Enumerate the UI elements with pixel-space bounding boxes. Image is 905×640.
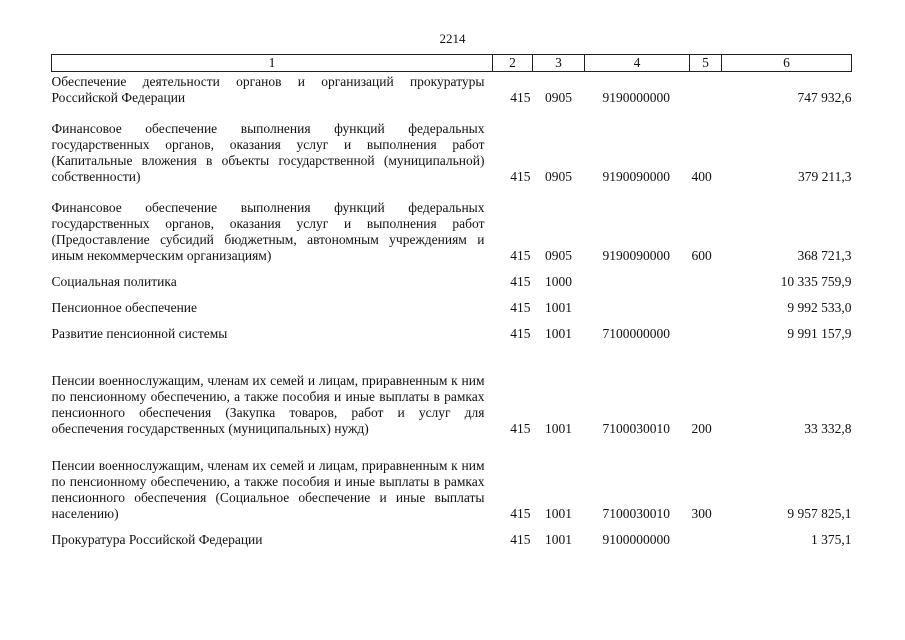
row-admin-code: 415 xyxy=(510,505,531,521)
row-expense-type xyxy=(690,522,722,548)
row-amount: 368 721,3 xyxy=(797,247,852,263)
row-expense-type xyxy=(690,72,722,106)
row-target-code: 7100030010 xyxy=(602,505,670,521)
row-section-code: 1001 xyxy=(545,299,572,315)
row-section-code: 1001 xyxy=(545,505,572,521)
table-row xyxy=(52,342,852,437)
row-name: Развитие пенсионной системы xyxy=(51,325,228,341)
row-admin-code: 415 xyxy=(510,531,531,547)
table-row xyxy=(52,316,852,342)
row-name: Пенсии военнослужащим, членам их семей и лицам, приравненным к ним по пенсионному обеспечению, а также пособия и иные выплаты в рамках пенсионного обеспечения (Социальное обеспечение и иные выплаты населению) xyxy=(51,457,485,521)
header-row xyxy=(52,55,852,72)
table-row xyxy=(52,522,852,548)
table-header xyxy=(52,55,852,72)
row-admin-code: 415 xyxy=(510,247,531,263)
page-number: 2214 xyxy=(439,31,466,46)
row-name: Финансовое обеспечение выполнения функций федеральных государственных органов, оказания услуг и выполнения работ (Предоставление субсидий бюджетным, автономным учреждениям и иным некоммерческим организациям) xyxy=(51,199,485,263)
row-name: Пенсионное обеспечение xyxy=(51,299,198,315)
row-amount: 10 335 759,9 xyxy=(780,273,852,289)
budget-table xyxy=(51,54,852,548)
row-target-code xyxy=(585,264,690,290)
row-section-code: 1000 xyxy=(545,273,572,289)
row-admin-code: 415 xyxy=(510,168,531,184)
row-amount: 9 957 825,1 xyxy=(787,505,852,521)
row-target-code: 9190000000 xyxy=(602,89,670,105)
row-expense-type: 200 xyxy=(691,420,712,436)
row-target-code xyxy=(585,290,690,316)
row-expense-type xyxy=(690,316,722,342)
row-name: Обеспечение деятельности органов и организаций прокуратуры Российской Федерации xyxy=(51,73,485,105)
row-target-code: 7100030010 xyxy=(602,420,670,436)
header-col-3: 3 xyxy=(533,55,585,72)
row-expense-type: 300 xyxy=(691,505,712,521)
row-name: Социальная политика xyxy=(51,273,177,289)
row-section-code: 1001 xyxy=(545,325,572,341)
table-row xyxy=(52,106,852,185)
row-expense-type: 600 xyxy=(691,247,712,263)
table-body xyxy=(52,72,852,548)
row-name: Пенсии военнослужащим, членам их семей и лицам, приравненным к ним по пенсионному обеспечению, а также пособия и иные выплаты в рамках пенсионного обеспечения (Закупка товаров, работ и услуг для обеспечения государственных (муниципальных) нужд) xyxy=(51,372,485,436)
row-amount: 379 211,3 xyxy=(798,168,852,184)
table-row xyxy=(52,264,852,290)
row-admin-code: 415 xyxy=(510,299,531,315)
row-amount: 9 991 157,9 xyxy=(787,325,852,341)
row-name: Финансовое обеспечение выполнения функций федеральных государственных органов, оказания услуг и выполнения работ (Капитальные вложения в объекты государственной (муниципальной) собственности) xyxy=(51,120,485,184)
table-row xyxy=(52,185,852,264)
row-expense-type xyxy=(690,264,722,290)
row-section-code: 0905 xyxy=(545,89,572,105)
row-target-code: 9100000000 xyxy=(602,531,670,547)
table-row xyxy=(52,290,852,316)
row-amount: 1 375,1 xyxy=(811,531,852,547)
row-amount: 9 992 533,0 xyxy=(787,299,852,315)
row-name: Прокуратура Российской Федерации xyxy=(51,531,263,547)
row-admin-code: 415 xyxy=(510,273,531,289)
row-section-code: 1001 xyxy=(545,531,572,547)
row-target-code: 7100000000 xyxy=(602,325,670,341)
row-admin-code: 415 xyxy=(510,89,531,105)
table-row xyxy=(52,437,852,522)
row-target-code: 9190090000 xyxy=(602,247,670,263)
header-col-5: 5 xyxy=(690,55,722,72)
row-section-code: 0905 xyxy=(545,168,572,184)
row-section-code: 0905 xyxy=(545,247,572,263)
header-col-2: 2 xyxy=(493,55,533,72)
row-admin-code: 415 xyxy=(510,325,531,341)
row-expense-type: 400 xyxy=(691,168,712,184)
row-expense-type xyxy=(690,290,722,316)
header-col-1: 1 xyxy=(52,55,493,72)
row-amount: 33 332,8 xyxy=(804,420,852,436)
table-row xyxy=(52,72,852,106)
header-col-6: 6 xyxy=(722,55,852,72)
row-section-code: 1001 xyxy=(545,420,572,436)
header-col-4: 4 xyxy=(585,55,690,72)
row-admin-code: 415 xyxy=(510,420,531,436)
row-target-code: 9190090000 xyxy=(602,168,670,184)
row-amount: 747 932,6 xyxy=(797,89,852,105)
